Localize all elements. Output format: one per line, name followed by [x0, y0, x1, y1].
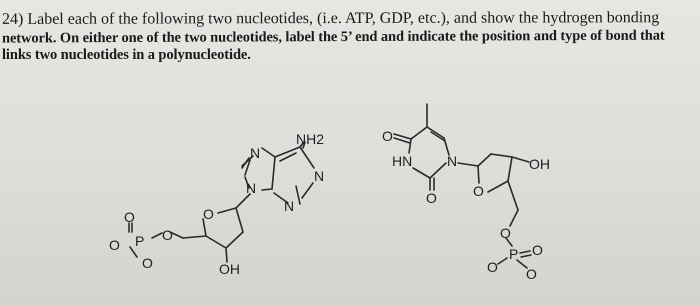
bond	[236, 194, 250, 208]
phosphate-oxygen-label: O	[124, 209, 135, 225]
bond	[302, 183, 313, 198]
bond	[218, 208, 236, 213]
phosphorus-label: P	[509, 246, 519, 262]
ring-n-label: N	[246, 180, 257, 196]
bond	[300, 147, 314, 168]
ring-n-label: N	[250, 145, 261, 161]
nucleotide-left	[109, 131, 324, 277]
ring-n-label: N	[284, 198, 295, 214]
bond	[430, 163, 446, 178]
bond	[478, 166, 479, 183]
bond	[183, 236, 206, 238]
bond	[413, 168, 430, 178]
bond	[427, 127, 444, 138]
carbonyl-oxygen-label: O	[382, 128, 393, 144]
amine-label: NH2	[296, 131, 325, 147]
bond	[236, 208, 243, 232]
phosphate-oxygen-label: O	[487, 259, 498, 275]
phosphate-oxygen-label: O	[142, 255, 153, 271]
bond	[296, 186, 300, 204]
bond	[520, 251, 530, 253]
hydroxyl-label: OH	[219, 261, 240, 277]
bond	[508, 157, 512, 181]
bond	[409, 139, 411, 153]
bond	[508, 181, 518, 210]
sugar-oxygen-label: O	[203, 206, 214, 222]
bond	[226, 232, 243, 248]
bond	[152, 233, 162, 238]
bond	[458, 163, 478, 166]
bond	[478, 154, 491, 166]
bond	[512, 157, 529, 162]
bond	[411, 127, 427, 139]
phosphate-oxygen-label: O	[109, 237, 120, 253]
phosphate-oxygen-label: O	[526, 266, 537, 282]
bond	[510, 210, 518, 226]
bond	[521, 255, 531, 257]
hn-label: HN	[392, 153, 413, 169]
phosphorus-label: P	[135, 233, 145, 249]
nucleotide-right	[382, 104, 550, 282]
bond	[206, 236, 226, 248]
sugar-oxygen-label: O	[473, 183, 484, 199]
phosphate-oxygen-label: O	[500, 225, 511, 241]
bond	[275, 147, 300, 157]
phosphate-oxygen-label: O	[532, 242, 543, 258]
bond	[272, 157, 275, 189]
phosphate-oxygen-label: O	[162, 227, 173, 243]
bond	[488, 181, 508, 192]
bond	[491, 154, 512, 157]
bond	[498, 258, 507, 264]
question-line-1: 24) Label each of the following two nucleotides, (i.e. ATP, GDP, etc.), and show the hydrogen bonding	[2, 9, 660, 28]
hydroxyl-label: OH	[529, 156, 550, 172]
ring-n-label: N	[447, 153, 458, 169]
bond	[226, 248, 227, 262]
bond	[262, 148, 275, 157]
question-line-3: links two nucleotides in a polynucleotide.	[2, 47, 251, 63]
bond	[262, 189, 272, 190]
question-line-2: network. On either one of the two nucleotides, label the 5’ end and indicate the position and type of bond that	[2, 27, 665, 47]
ring-n-label: N	[314, 168, 325, 184]
carbonyl-oxygen-label: O	[426, 190, 437, 206]
